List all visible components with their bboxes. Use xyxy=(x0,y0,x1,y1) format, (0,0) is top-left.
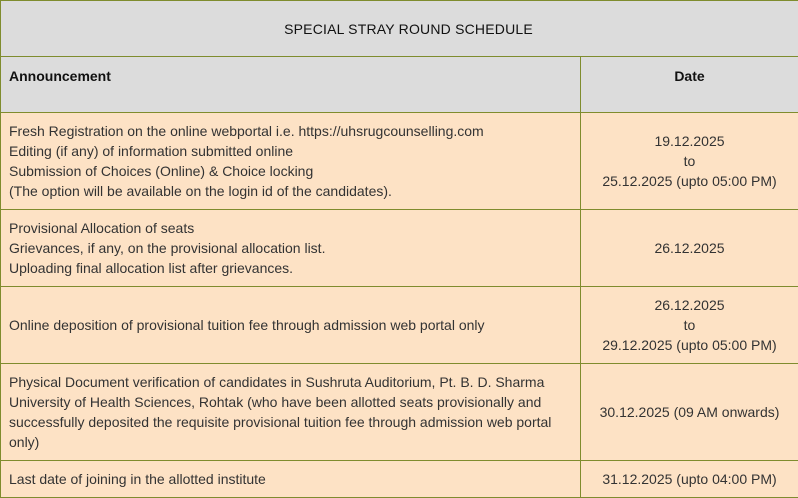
announcement-line: Physical Document verification of candidates in Sushruta Auditorium, Pt. B. D. Sharma University of Health Sciences, Rohtak (who have been allotted seats provisionally and successfully deposited the requisite provisional tuition fee through admission web portal only) xyxy=(9,372,572,452)
announcement-line: Last date of joining in the allotted institute xyxy=(9,469,572,489)
announcement-line: Online deposition of provisional tuition fee through admission web portal only xyxy=(9,315,572,335)
announcement-line: Provisional Allocation of seats xyxy=(9,218,572,238)
table-row xyxy=(1,287,798,364)
date-line: 29.12.2025 (upto 05:00 PM) xyxy=(585,335,794,355)
announcement-line: (The option will be available on the login id of the candidates). xyxy=(9,181,572,201)
announcement-line: Submission of Choices (Online) & Choice locking xyxy=(9,161,572,181)
date-line: 25.12.2025 (upto 05:00 PM) xyxy=(585,171,794,191)
date-line: to xyxy=(585,151,794,171)
table-row xyxy=(1,113,798,210)
date-cell xyxy=(581,364,798,461)
announcement-line: Uploading final allocation list after grievances. xyxy=(9,258,572,278)
date-line: 30.12.2025 (09 AM onwards) xyxy=(585,402,794,422)
date-line: to xyxy=(585,315,794,335)
date-line: 26.12.2025 xyxy=(585,238,794,258)
date-line: 31.12.2025 (upto 04:00 PM) xyxy=(585,469,794,489)
announcement-line: Editing (if any) of information submitted online xyxy=(9,141,572,161)
date-cell xyxy=(581,113,798,210)
table-row xyxy=(1,364,798,461)
date-line: 19.12.2025 xyxy=(585,131,794,151)
announcement-cell xyxy=(1,364,581,461)
table-title: SPECIAL STRAY ROUND SCHEDULE xyxy=(1,1,798,57)
date-cell xyxy=(581,210,798,287)
announcement-line: Grievances, if any, on the provisional allocation list. xyxy=(9,238,572,258)
column-header-announcement: Announcement xyxy=(1,57,581,113)
header-row xyxy=(1,57,798,113)
announcement-cell xyxy=(1,210,581,287)
title-row xyxy=(1,1,798,57)
announcement-cell xyxy=(1,113,581,210)
announcement-cell xyxy=(1,287,581,364)
date-line: 26.12.2025 xyxy=(585,295,794,315)
column-header-date: Date xyxy=(581,57,798,113)
announcement-line: Fresh Registration on the online webportal i.e. https://uhsrugcounselling.com xyxy=(9,121,572,141)
date-cell xyxy=(581,287,798,364)
table-row xyxy=(1,210,798,287)
